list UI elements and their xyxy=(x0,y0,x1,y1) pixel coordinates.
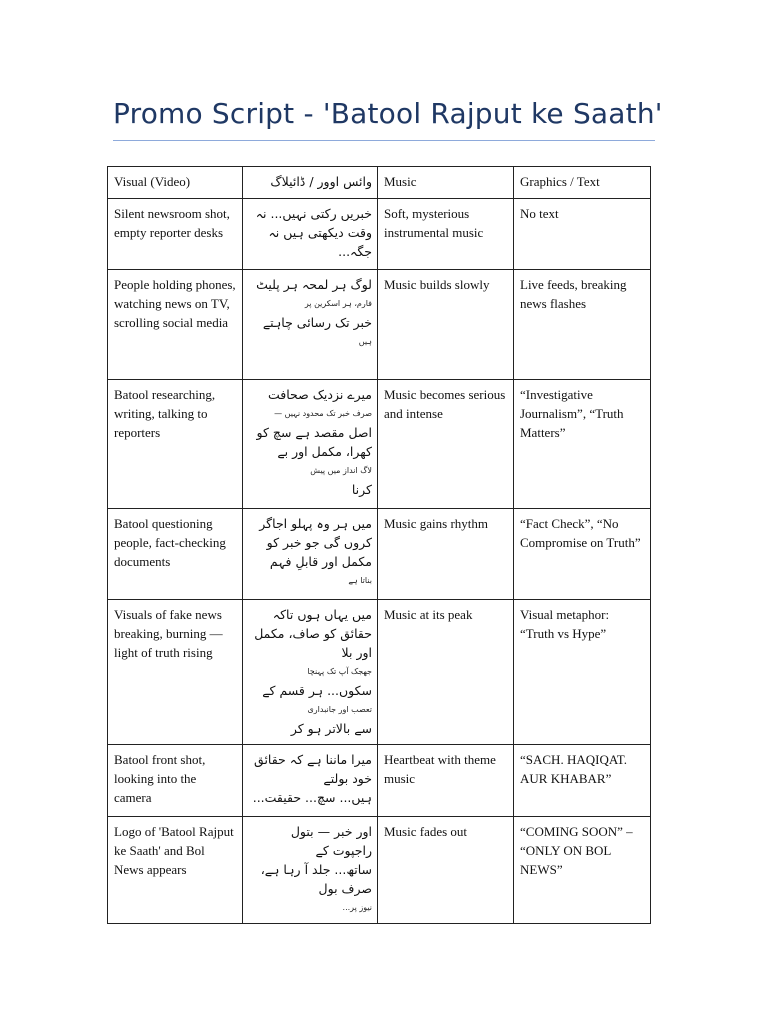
table-header-row xyxy=(108,167,651,199)
voiceover-line: صرف خبر تک محدود نہیں — xyxy=(274,409,372,418)
voiceover-line: کروں گی جو خبر کو xyxy=(266,535,372,550)
voiceover-line: اصل مقصد ہے سچ کو xyxy=(256,425,372,440)
voiceover-line: نیوز پر... xyxy=(342,903,372,912)
voiceover-line: سے بالاتر ہو کر xyxy=(290,721,372,736)
voiceover-line: میں یہاں ہوں تاکہ xyxy=(272,607,372,622)
visual-cell: Visuals of fake news breaking, burning — light of truth rising xyxy=(108,600,243,745)
voiceover-line: ہیں... سچ... حقیقت... xyxy=(252,790,372,805)
music-cell: Music fades out xyxy=(378,817,514,924)
voiceover-line: خبر تک رسائی چاہتے xyxy=(262,315,372,330)
voiceover-line: میرا ماننا ہے کہ حقائق خود بولتے xyxy=(254,752,372,786)
voiceover-line: کھرا، مکمل اور بے xyxy=(277,444,372,459)
voiceover-cell xyxy=(243,509,378,600)
voiceover-line: میں ہر وہ پہلو اجاگر xyxy=(259,516,372,531)
promo-script-table xyxy=(107,166,651,924)
music-cell: Music builds slowly xyxy=(378,270,514,380)
header-graphics: Graphics / Text xyxy=(514,167,651,199)
voiceover-line: لوگ ہر لمحہ ہر پلیٹ xyxy=(256,277,372,292)
voiceover-line: وقت دیکھتی ہیں نہ جگہ... xyxy=(268,225,372,259)
voiceover-cell xyxy=(243,817,378,924)
voiceover-cell xyxy=(243,380,378,509)
voiceover-line: مکمل اور قابلِ فہم xyxy=(269,554,372,569)
voiceover-line: سکوں... ہر قسم کے xyxy=(262,683,372,698)
music-cell: Music gains rhythm xyxy=(378,509,514,600)
voiceover-line: میرے نزدیک صحافت xyxy=(268,387,372,402)
voiceover-line: خبریں رکتی نہیں... نہ xyxy=(255,206,372,221)
visual-cell: Batool researching, writing, talking to reporters xyxy=(108,380,243,509)
table-row xyxy=(108,270,651,380)
voiceover-line: فارم، ہر اسکرین پر xyxy=(304,299,372,308)
voiceover-line: جھجک آپ تک پہنچا xyxy=(307,667,372,676)
voiceover-line: تعصب اور جانبداری xyxy=(307,705,372,714)
graphics-cell: “Investigative Journalism”, “Truth Matters” xyxy=(514,380,651,509)
table-row xyxy=(108,380,651,509)
table-row xyxy=(108,745,651,817)
voiceover-cell xyxy=(243,745,378,817)
title-underline xyxy=(113,140,655,141)
voiceover-line: بناتا ہے xyxy=(348,576,372,585)
music-cell: Music at its peak xyxy=(378,600,514,745)
table-row xyxy=(108,199,651,270)
header-music: Music xyxy=(378,167,514,199)
document-title: Promo Script - 'Batool Rajput ke Saath' xyxy=(113,97,663,130)
voiceover-cell xyxy=(243,199,378,270)
voiceover-cell xyxy=(243,600,378,745)
music-cell: Soft, mysterious instrumental music xyxy=(378,199,514,270)
voiceover-line: کرنا xyxy=(351,482,372,497)
visual-cell: People holding phones, watching news on TV, scrolling social media xyxy=(108,270,243,380)
voiceover-line: حقائق کو صاف، مکمل اور بلا xyxy=(254,626,372,660)
voiceover-line: ساتھ... جلد آ رہا ہے، صرف بول xyxy=(260,862,372,896)
voiceover-line: لاگ انداز میں پیش xyxy=(310,466,372,475)
table-row xyxy=(108,817,651,924)
header-visual: Visual (Video) xyxy=(108,167,243,199)
voiceover-line: ہیں xyxy=(358,337,372,346)
visual-cell: Silent newsroom shot, empty reporter desks xyxy=(108,199,243,270)
graphics-cell: Visual metaphor: “Truth vs Hype” xyxy=(514,600,651,745)
visual-cell: Batool questioning people, fact-checking documents xyxy=(108,509,243,600)
music-cell: Heartbeat with theme music xyxy=(378,745,514,817)
table-row xyxy=(108,509,651,600)
table-row xyxy=(108,600,651,745)
visual-cell: Logo of 'Batool Rajput ke Saath' and Bol News appears xyxy=(108,817,243,924)
voiceover-line: اور خبر — بتول راجپوت کے xyxy=(290,824,372,858)
voiceover-cell xyxy=(243,270,378,380)
visual-cell: Batool front shot, looking into the camera xyxy=(108,745,243,817)
graphics-cell: “SACH. HAQIQAT. AUR KHABAR” xyxy=(514,745,651,817)
header-voiceover: وائس اوور / ڈائیلاگ xyxy=(243,167,378,199)
music-cell: Music becomes serious and intense xyxy=(378,380,514,509)
graphics-cell: “COMING SOON” – “ONLY ON BOL NEWS” xyxy=(514,817,651,924)
graphics-cell: “Fact Check”, “No Compromise on Truth” xyxy=(514,509,651,600)
graphics-cell: Live feeds, breaking news flashes xyxy=(514,270,651,380)
graphics-cell: No text xyxy=(514,199,651,270)
